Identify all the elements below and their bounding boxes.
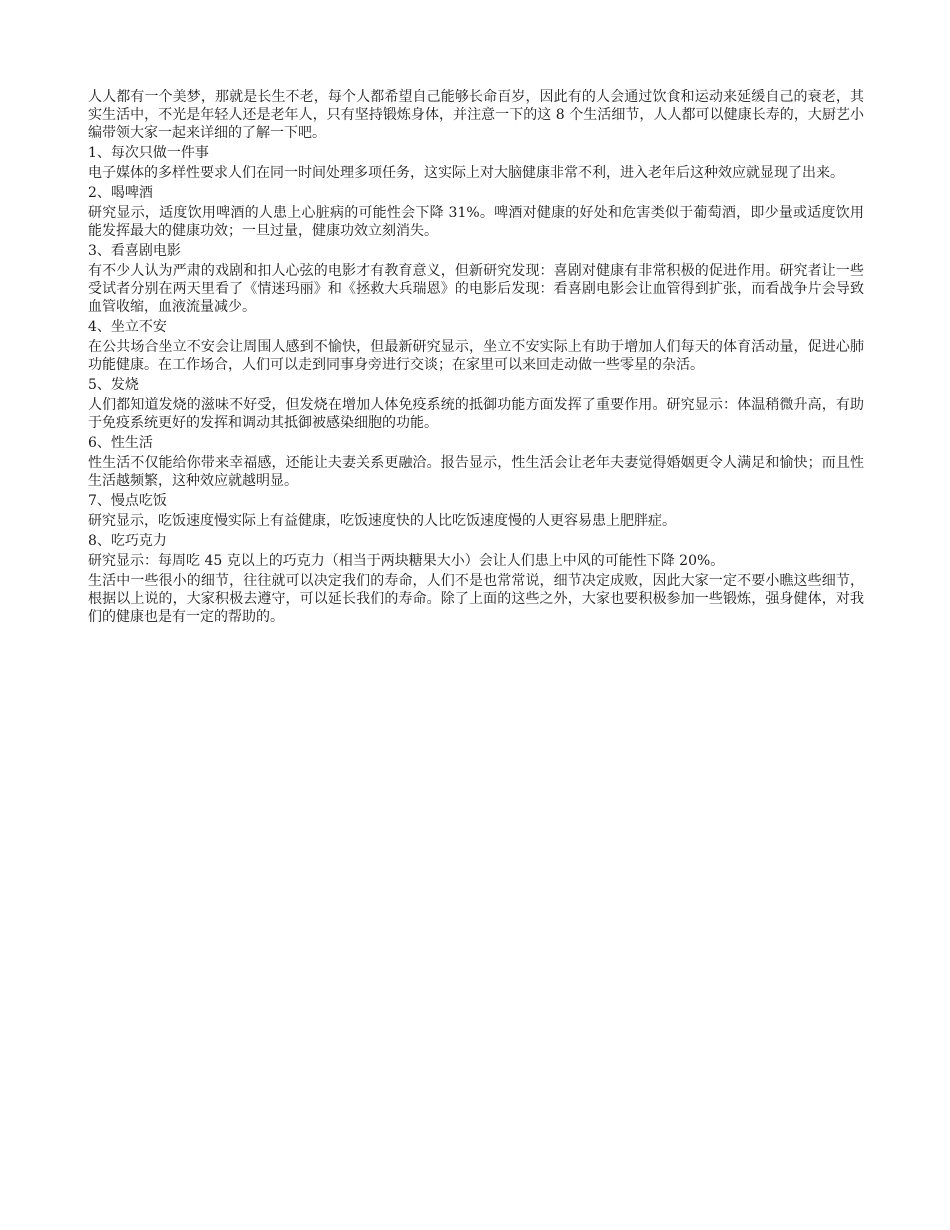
section-body-1: 电子媒体的多样性要求人们在同一时间处理多项任务，这实际上对大脑健康非常不利，进入老年后这种效应就显现了出来。 bbox=[88, 165, 844, 181]
section-heading-5: 5、发烧 bbox=[88, 377, 139, 393]
section-heading-4: 4、坐立不安 bbox=[88, 319, 167, 335]
section-heading-6: 6、性生活 bbox=[88, 435, 153, 451]
section-body-2: 研究显示，适度饮用啤酒的人患上心脏病的可能性会下降 31%。啤酒对健康的好处和危害类似于葡萄酒，即少量或适度饮用能发挥最大的健康功效；一旦过量，健康功效立刻消失。 bbox=[88, 205, 864, 239]
section-body-8: 研究显示：每周吃 45 克以上的巧克力（相当于两块糖果大小）会让人们患上中风的可能性下降 20%。 bbox=[88, 553, 725, 569]
section-heading-8: 8、吃巧克力 bbox=[88, 533, 167, 549]
section-body-4: 在公共场合坐立不安会让周围人感到不愉快，但最新研究显示，坐立不安实际上有助于增加人们每天的体育活动量，促进心肺功能健康。在工作场合，人们可以走到同事身旁进行交谈；在家里可以来回走动做一些零星的杂活。 bbox=[88, 339, 864, 373]
section-body-7: 研究显示，吃饭速度慢实际上有益健康，吃饭速度快的人比吃饭速度慢的人更容易患上肥胖症。 bbox=[88, 513, 676, 529]
section-heading-3: 3、看喜剧电影 bbox=[88, 243, 181, 259]
section-heading-7: 7、慢点吃饭 bbox=[88, 493, 167, 509]
section-body-5: 人们都知道发烧的滋味不好受，但发烧在增加人体免疫系统的抵御功能方面发挥了重要作用。研究显示：体温稍微升高，有助于免疫系统更好的发挥和调动其抵御被感染细胞的功能。 bbox=[88, 397, 864, 431]
section-body-3: 有不少人认为严肃的戏剧和扣人心弦的电影才有教育意义，但新研究发现：喜剧对健康有非常积极的促进作用。研究者让一些受试者分别在两天里看了《情迷玛丽》和《拯救大兵瑞恩》的电影后发现：看喜剧电影会让血管得到扩张，而看战争片会导致血管收缩，血液流量减少。 bbox=[88, 263, 864, 315]
section-heading-1: 1、每次只做一件事 bbox=[88, 145, 209, 161]
conclusion-paragraph: 生活中一些很小的细节，往往就可以决定我们的寿命，人们不是也常常说，细节决定成败，因此大家一定不要小瞧这些细节，根据以上说的，大家积极去遵守，可以延长我们的寿命。除了上面的这些之外，大家也要积极参加一些锻炼，强身健体，对我们的健康也是有一定的帮助的。 bbox=[88, 573, 864, 625]
intro-paragraph: 人人都有一个美梦，那就是长生不老，每个人都希望自己能够长命百岁，因此有的人会通过饮食和运动来延缓自己的衰老，其实生活中，不光是年轻人还是老年人，只有坚持锻炼身体，并注意一下的这 8 个生活细节，人人都可以健康长寿的，大厨艺小编带领大家一起来详细的了解一下吧。 bbox=[88, 89, 864, 141]
section-heading-2: 2、喝啤酒 bbox=[88, 185, 153, 201]
article bbox=[88, 88, 864, 628]
section-body-6: 性生活不仅能给你带来幸福感，还能让夫妻关系更融洽。报告显示，性生活会让老年夫妻觉得婚姻更令人满足和愉快；而且性生活越频繁，这种效应就越明显。 bbox=[88, 455, 864, 489]
